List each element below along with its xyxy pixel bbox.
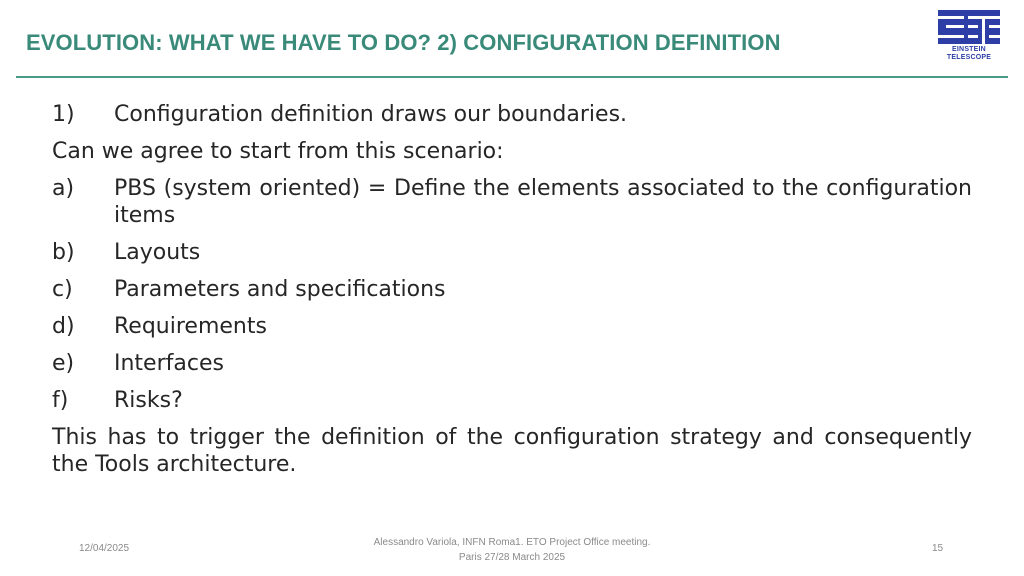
item-marker: e) (52, 351, 75, 376)
slide-title: EVOLUTION: WHAT WE HAVE TO DO? 2) CONFIGURATION DEFINITION (26, 30, 781, 55)
item-marker: b) (52, 240, 75, 265)
item-text: Configuration definition draws our boundaries. (114, 102, 628, 127)
item-text: Requirements (114, 314, 267, 339)
item-text: Risks? (114, 388, 183, 413)
item-marker: 1) (52, 102, 75, 127)
item-text: PBS (system oriented) = Define the elements associated to the configuration items (114, 176, 972, 228)
numbered-item (52, 101, 972, 128)
logo-line2: TELESCOPE (946, 54, 992, 61)
einstein-telescope-logo (936, 10, 1002, 68)
footer-credit-line2: Paris 27/28 March 2025 (458, 552, 566, 563)
logo-line1: EINSTEIN (952, 46, 986, 53)
item-text: Parameters and specifications (114, 277, 446, 302)
page-number: 15 (932, 543, 944, 554)
item-marker: a) (52, 176, 75, 201)
conclusion-text: This has to trigger the definition of the configuration strategy and consequently the Tools architecture. (52, 425, 972, 477)
title-divider (16, 76, 1008, 78)
list-item (52, 313, 972, 340)
list-item (52, 387, 972, 414)
footer-credit-line1: Alessandro Variola, INFN Roma1. ETO Project Office meeting. (373, 537, 651, 548)
item-marker: f) (52, 388, 69, 413)
logo-text (936, 46, 1002, 62)
item-marker: d) (52, 314, 75, 339)
et-logo-icon (938, 10, 1000, 44)
item-text: Interfaces (114, 351, 224, 376)
list-item (52, 239, 972, 266)
list-item (52, 276, 972, 303)
list-item (52, 175, 972, 229)
item-marker: c) (52, 277, 73, 302)
intro-text: Can we agree to start from this scenario: (52, 139, 504, 164)
item-text: Layouts (114, 240, 201, 265)
list-item (52, 350, 972, 377)
footer-date: 12/04/2025 (79, 543, 130, 554)
footer-credit (312, 535, 712, 565)
slide-body (52, 101, 972, 488)
